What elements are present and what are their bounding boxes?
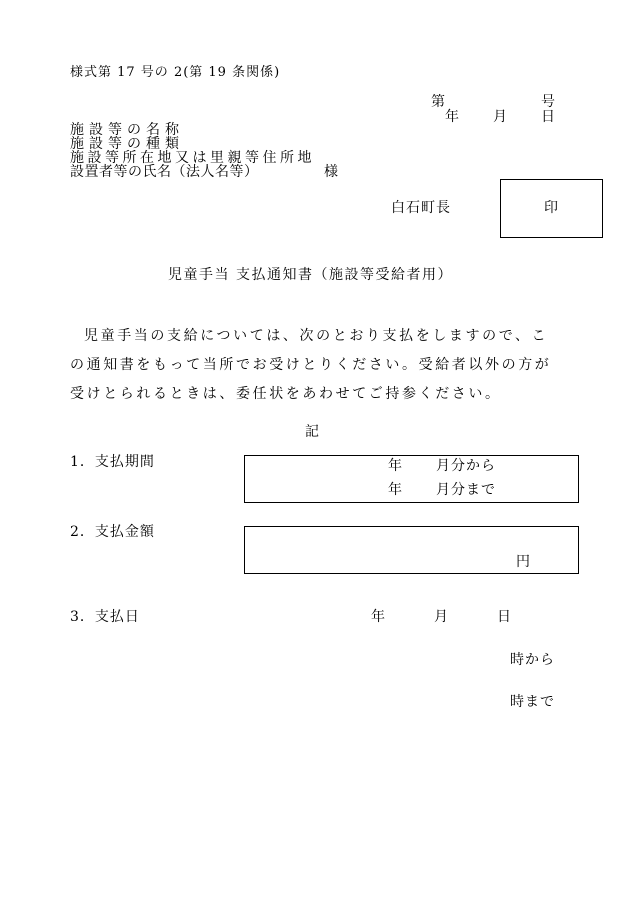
facility-name-label: 施設等の名称 [70,122,184,138]
doc-date-day: 日 [541,109,555,125]
period-from-year: 年 [388,458,402,474]
payment-time-to: 時まで [510,694,555,710]
ki-label: 記 [305,424,319,440]
doc-date-month: 月 [493,109,507,125]
doc-date-year: 年 [445,109,459,125]
payment-amount-label: 2．支払金額 [70,524,155,540]
document-title: 児童手当 支払通知書（施設等受給者用） [168,267,453,283]
body-paragraph: 児童手当の支給については、次のとおり支払をしますので、この通知書をもって当所でお受けとりください。受給者以外の方が受けとられるときは、委任状をあわせてご持参ください。 [70,328,552,402]
doc-number-prefix: 第 [431,94,445,110]
payment-period-label: 1．支払期間 [70,454,155,470]
amount-yen: 円 [516,554,530,570]
payment-date-month: 月 [434,609,448,625]
payment-date-year: 年 [371,609,385,625]
period-to-month: 月分まで [436,482,496,498]
facility-address-label: 施設等所在地又は里親等住所地 [70,150,315,166]
payment-time-from: 時から [510,652,555,668]
payment-period-box [244,455,579,503]
payment-date-label: 3．支払日 [70,609,140,625]
doc-number-suffix: 号 [541,94,555,110]
period-from-month: 月分から [436,458,496,474]
establisher-label: 設置者等の氏名（法人名等） [70,164,259,180]
period-to-year: 年 [388,482,402,498]
payment-date-day: 日 [497,609,511,625]
seal-label: 印 [544,200,558,216]
form-number: 様式第 17 号の 2(第 19 条関係) [70,65,281,80]
facility-type-label: 施設等の種類 [70,136,184,152]
issuer-title: 白石町長 [391,200,451,216]
honorific-sama: 様 [324,164,338,180]
